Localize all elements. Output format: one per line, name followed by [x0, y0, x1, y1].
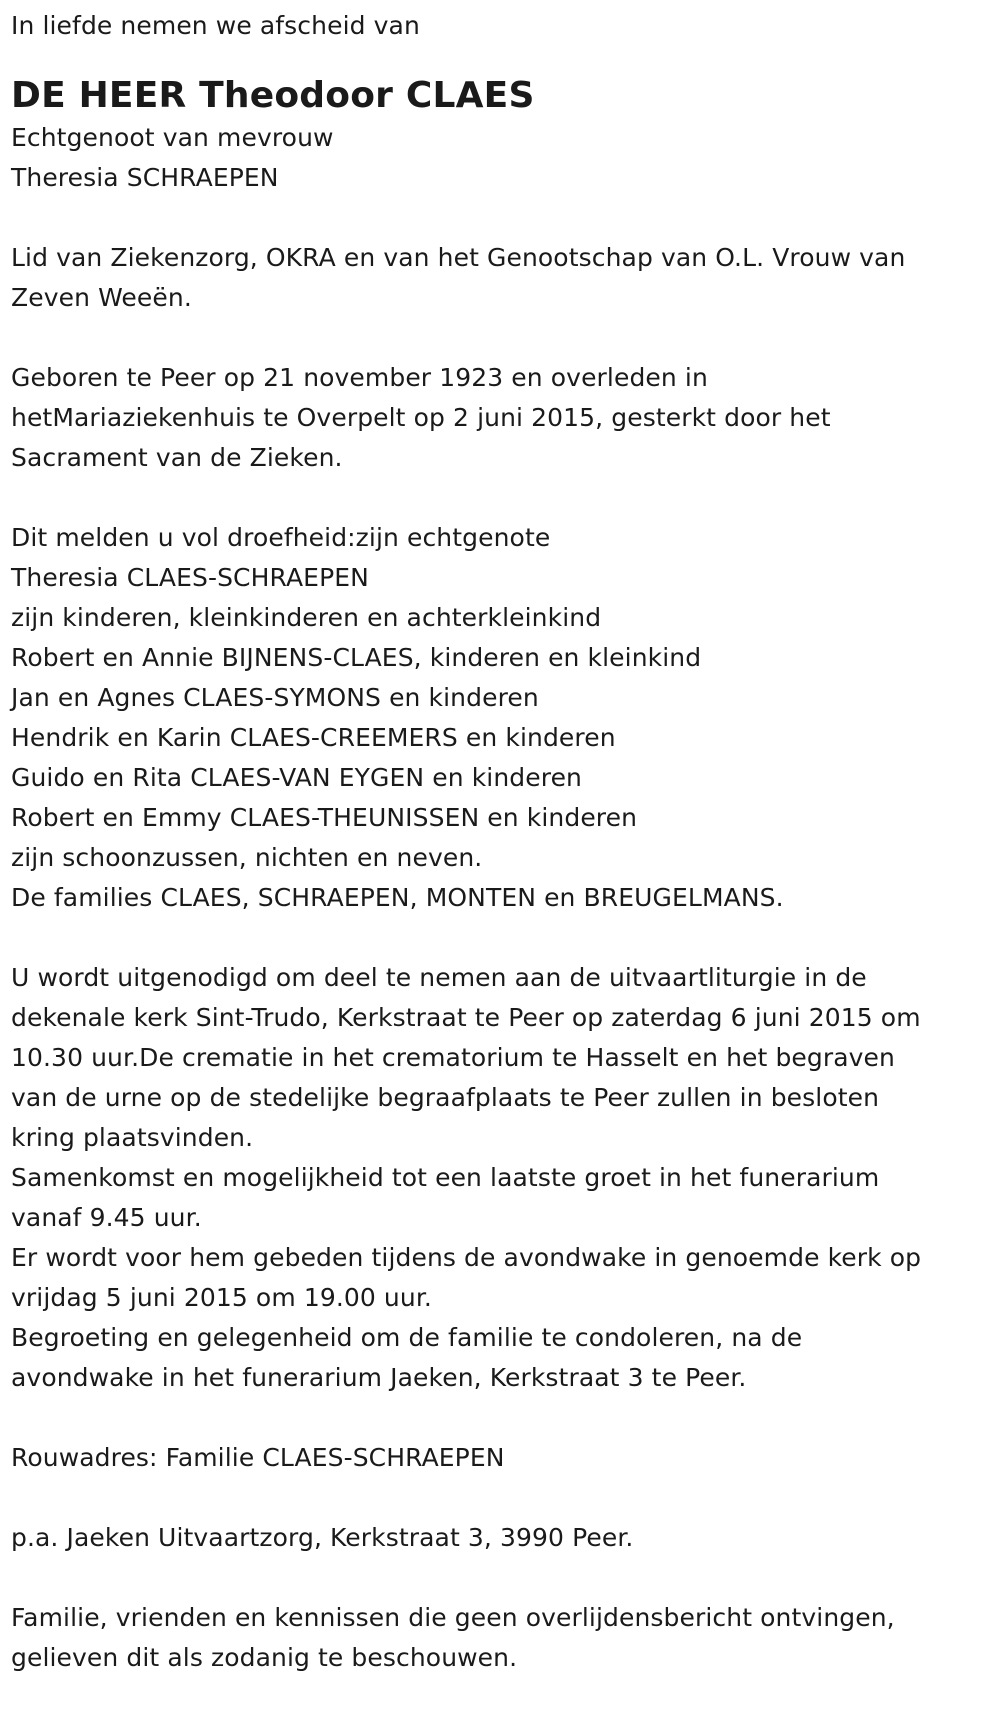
family-line: Theresia CLAES-SCHRAEPEN	[11, 563, 369, 592]
membership-line: Lid van Ziekenzorg, OKRA en van het Genootschap van O.L. Vrouw van	[11, 243, 906, 272]
spouse-name: Theresia SCHRAEPEN	[11, 163, 279, 192]
intro-text: In liefde nemen we afscheid van	[11, 11, 420, 40]
closing-line: gelieven dit als zodanig te beschouwen.	[11, 1643, 518, 1672]
ceremony-line: Er wordt voor hem gebeden tijdens de avondwake in genoemde kerk op	[11, 1243, 922, 1272]
family-line: Robert en Annie BIJNENS-CLAES, kinderen en kleinkind	[11, 643, 702, 672]
obituary-page	[0, 6, 1000, 1716]
mourning-address: Rouwadres: Familie CLAES-SCHRAEPEN	[11, 1443, 505, 1472]
ceremony-line: dekenale kerk Sint-Trudo, Kerkstraat te Peer op zaterdag 6 juni 2015 om	[11, 1003, 921, 1032]
care-of-section	[11, 1518, 1000, 1558]
ceremony-section	[11, 958, 1000, 1398]
birth-death-line: Sacrament van de Zieken.	[11, 443, 343, 472]
ceremony-line: Samenkomst en mogelijkheid tot een laatste groet in het funerarium	[11, 1163, 880, 1192]
ceremony-line: vrijdag 5 juni 2015 om 19.00 uur.	[11, 1283, 432, 1312]
family-section	[11, 518, 1000, 918]
family-line: Dit melden u vol droefheid:zijn echtgenote	[11, 523, 551, 552]
family-line: Guido en Rita CLAES-VAN EYGEN en kinderen	[11, 763, 582, 792]
family-line: De families CLAES, SCHRAEPEN, MONTEN en BREUGELMANS.	[11, 883, 784, 912]
birth-death-line: hetMariaziekenhuis te Overpelt op 2 juni 2015, gesterkt door het	[11, 403, 831, 432]
family-line: Hendrik en Karin CLAES-CREEMERS en kinderen	[11, 723, 616, 752]
family-line: Robert en Emmy CLAES-THEUNISSEN en kinderen	[11, 803, 638, 832]
spouse-line: Echtgenoot van mevrouw	[11, 123, 334, 152]
ceremony-line: vanaf 9.45 uur.	[11, 1203, 202, 1232]
ceremony-line: 10.30 uur.De crematie in het crematorium te Hasselt en het begraven	[11, 1043, 895, 1072]
family-line: zijn schoonzussen, nichten en neven.	[11, 843, 483, 872]
birth-death-line: Geboren te Peer op 21 november 1923 en overleden in	[11, 363, 708, 392]
intro-section	[11, 6, 1000, 46]
mourning-address-section	[11, 1438, 1000, 1478]
ceremony-line: Begroeting en gelegenheid om de familie te condoleren, na de	[11, 1323, 803, 1352]
spouse-section	[11, 118, 1000, 198]
care-of-address: p.a. Jaeken Uitvaartzorg, Kerkstraat 3, 3990 Peer.	[11, 1523, 634, 1552]
membership-line: Zeven Weeën.	[11, 283, 192, 312]
ceremony-line: U wordt uitgenodigd om deel te nemen aan de uitvaartliturgie in de	[11, 963, 867, 992]
closing-section	[11, 1598, 1000, 1678]
closing-line: Familie, vrienden en kennissen die geen overlijdensbericht ontvingen,	[11, 1603, 895, 1632]
family-line: Jan en Agnes CLAES-SYMONS en kinderen	[11, 683, 539, 712]
ceremony-line: van de urne op de stedelijke begraafplaats te Peer zullen in besloten	[11, 1083, 880, 1112]
ceremony-line: avondwake in het funerarium Jaeken, Kerkstraat 3 te Peer.	[11, 1363, 747, 1392]
membership-section	[11, 238, 1000, 318]
ceremony-line: kring plaatsvinden.	[11, 1123, 254, 1152]
family-line: zijn kinderen, kleinkinderen en achterkleinkind	[11, 603, 602, 632]
deceased-name: DE HEER Theodoor CLAES	[11, 75, 535, 116]
birth-death-section	[11, 358, 1000, 478]
